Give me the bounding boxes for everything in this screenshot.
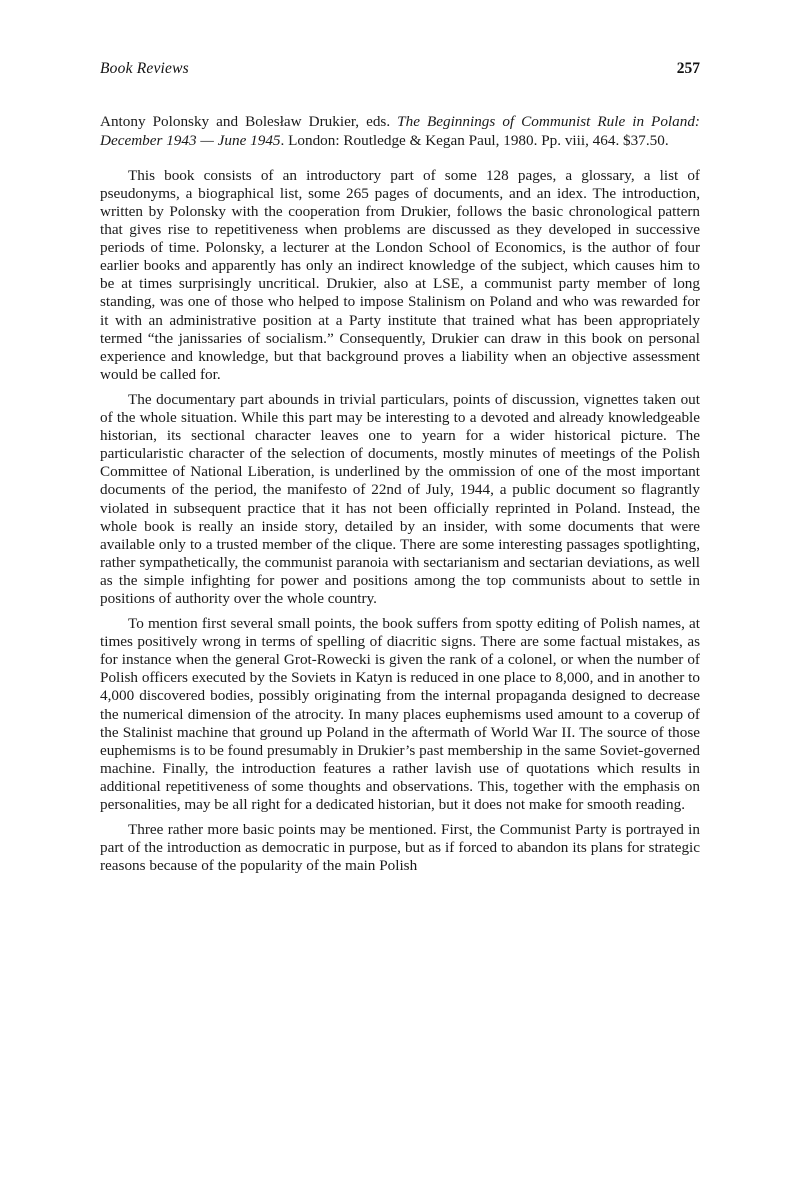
body-paragraph: Three rather more basic points may be mentioned. First, the Communist Party is portrayed in part of the introduction as democratic in purpose, but as if forced to abandon its plans for strategic reasons because of the popularity of the main Polish [100, 821, 700, 875]
text-column [100, 112, 700, 876]
page-number: 257 [676, 60, 700, 77]
book-citation [100, 112, 700, 151]
citation-imprint: . London: Routledge & Kegan Paul, 1980. Pp. viii, 464. $37.50. [280, 132, 669, 150]
citation-authors: Antony Polonsky and Bolesław Drukier, eds. [100, 113, 398, 130]
body-paragraph: The documentary part abounds in trivial particulars, points of discussion, vignettes taken out of the whole situation. While this part may be interesting to a devoted and already knowledgeable historian, its sectional character leaves one to yearn for a wider historical picture. The particularistic character of the selection of documents, mostly minutes of meetings of the Polish Committee of National Liberation, is underlined by the ommission of one of the most important documents of the period, the manifesto of 22nd of July, 1944, a public document so flagrantly violated in subsequent practice that it has not been officially reprinted in Poland. Instead, the whole book is really an inside story, detailed by an insider, with some documents that were available only to a trusted member of the clique. There are some interesting passages spotlighting, rather sympathetically, the communist paranoia with sectarianism and sectarian deviations, as well as the simple infighting for power and positions among the top communists about to settle in positions of authority over the whole country. [100, 390, 700, 607]
citation-book-title: The Beginnings of Communist Rule in Poland: December 1943 — June 1945 [100, 113, 700, 150]
body-paragraph: To mention first several small points, the book suffers from spotty editing of Polish names, at times positively wrong in terms of spelling of diacritic signs. There are some factual mistakes, as for instance when the general Grot-Rowecki is given the rank of a colonel, or when the number of Polish officers executed by the Soviets in Katyn is reduced in one place to 8,000, and in another to 4,000 discovered bodies, possibly originating from the internal propaganda designed to decrease the numerical dimension of the atrocity. In many places euphemisms used amount to a coverup of the Stalinist machine that ground up Poland in the aftermath of World War II. The source of those euphemisms is to be found presumably in Drukier’s past membership in the same Soviet-governed machine. Finally, the introduction features a rather lavish use of quotations which results in additional repetitiveness of some thoughts and observations. This, together with the emphasis on personalities, may be all right for a dedicated historian, but it does not make for smooth reading. [100, 615, 700, 813]
running-head [100, 60, 700, 78]
running-head-title: Book Reviews [100, 60, 189, 77]
body-paragraph: This book consists of an introductory part of some 128 pages, a glossary, a list of pseudonyms, a biographical list, some 265 pages of documents, and an idex. The introduction, written by Polonsky with the cooperation from Drukier, follows the basic chronological pattern that gives rise to repetitiveness when problems are discussed as they developed in successive periods of time. Polonsky, a lecturer at the London School of Economics, is the author of four earlier books and apparently has only an indirect knowledge of the subject, which causes him to be at times surprisingly uncritical. Drukier, also at LSE, a communist party member of long standing, was one of those who helped to impose Stalinism on Poland and who was rewarded for it with an administrative position at a Party institute that trained what has been appropriately termed “the janissaries of socialism.” Consequently, Drukier can draw in this book on personal experience and knowledge, but that background proves a liability when an objective assessment would be called for. [100, 166, 700, 383]
